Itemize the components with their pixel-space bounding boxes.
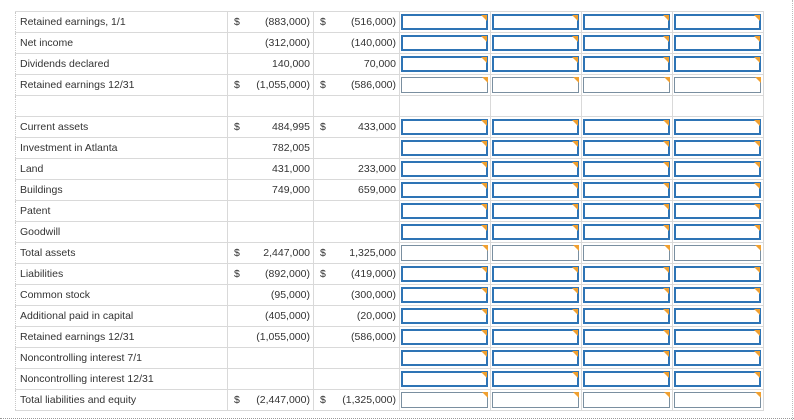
answer-input[interactable] [583,119,670,135]
value-cell: (140,000) [351,37,396,49]
answer-input[interactable] [492,56,579,72]
value-cell: 433,000 [358,121,396,133]
worksheet-table [15,11,764,411]
table-row [16,306,764,327]
currency-symbol: $ [234,121,240,133]
answer-input[interactable] [674,35,761,51]
currency-symbol: $ [234,268,240,280]
answer-input[interactable] [401,77,488,93]
table-row [16,327,764,348]
answer-input[interactable] [583,182,670,198]
answer-input[interactable] [674,287,761,303]
table-row [16,54,764,75]
value-cell: (20,000) [356,310,396,322]
currency-symbol: $ [320,121,326,133]
row-label: Total assets [16,243,228,264]
answer-input[interactable] [674,56,761,72]
answer-input[interactable] [401,392,488,408]
answer-input[interactable] [674,140,761,156]
answer-input[interactable] [492,245,579,261]
row-label: Goodwill [16,222,228,243]
answer-input[interactable] [674,350,761,366]
answer-input[interactable] [492,119,579,135]
table-row [16,75,764,96]
currency-symbol: $ [234,79,240,91]
answer-input[interactable] [674,329,761,345]
row-label: Liabilities [16,264,228,285]
answer-input[interactable] [674,77,761,93]
table-row [16,117,764,138]
value-cell: 2,447,000 [263,247,310,259]
currency-symbol: $ [234,247,240,259]
answer-input[interactable] [492,224,579,240]
answer-input[interactable] [674,182,761,198]
answer-input[interactable] [401,266,488,282]
answer-input[interactable] [492,287,579,303]
answer-input[interactable] [583,266,670,282]
value-cell: (586,000) [351,331,396,343]
answer-input[interactable] [583,77,670,93]
answer-input[interactable] [583,371,670,387]
row-label: Investment in Atlanta [16,138,228,159]
answer-input[interactable] [583,140,670,156]
currency-symbol: $ [320,79,326,91]
value-cell: (1,055,000) [256,79,310,91]
value-cell: (312,000) [265,37,310,49]
answer-input[interactable] [583,224,670,240]
answer-input[interactable] [492,203,579,219]
table-row [16,180,764,201]
row-label: Current assets [16,117,228,138]
answer-input[interactable] [583,287,670,303]
answer-input[interactable] [492,161,579,177]
answer-input[interactable] [492,350,579,366]
value-cell: 70,000 [363,58,396,70]
answer-input[interactable] [583,392,670,408]
value-cell: 782,005 [272,142,310,154]
answer-input[interactable] [401,308,488,324]
answer-input[interactable] [401,203,488,219]
currency-symbol: $ [320,16,326,28]
value-cell: 1,325,000 [349,247,396,259]
answer-input[interactable] [492,371,579,387]
answer-input[interactable] [583,329,670,345]
answer-input[interactable] [401,287,488,303]
row-label: Retained earnings 12/31 [16,75,228,96]
spacer-row [16,96,764,117]
answer-input[interactable] [492,392,579,408]
value-cell: 233,000 [358,163,396,175]
answer-input[interactable] [583,14,670,30]
answer-input[interactable] [401,182,488,198]
row-label: Retained earnings, 1/1 [16,12,228,33]
currency-symbol: $ [234,16,240,28]
value-cell: (419,000) [351,268,396,280]
row-label: Noncontrolling interest 12/31 [16,369,228,390]
currency-symbol: $ [320,247,326,259]
answer-input[interactable] [674,14,761,30]
value-cell: (405,000) [265,310,310,322]
answer-input[interactable] [674,371,761,387]
answer-input[interactable] [401,371,488,387]
row-label: Net income [16,33,228,54]
value-cell: 749,000 [272,184,310,196]
value-cell: (586,000) [351,79,396,91]
answer-input[interactable] [674,203,761,219]
answer-input[interactable] [674,119,761,135]
value-cell: 140,000 [272,58,310,70]
row-label: Additional paid in capital [16,306,228,327]
row-label: Common stock [16,285,228,306]
answer-input[interactable] [492,140,579,156]
table-row [16,264,764,285]
currency-symbol: $ [320,394,326,406]
value-cell: (516,000) [351,16,396,28]
answer-input[interactable] [674,266,761,282]
answer-input[interactable] [674,392,761,408]
row-label: Total liabilities and equity [16,390,228,411]
table-row [16,222,764,243]
value-cell: 431,000 [272,163,310,175]
currency-symbol: $ [320,268,326,280]
row-label: Noncontrolling interest 7/1 [16,348,228,369]
table-row [16,243,764,264]
currency-symbol: $ [234,394,240,406]
answer-input[interactable] [401,56,488,72]
table-row [16,138,764,159]
answer-input[interactable] [583,56,670,72]
answer-input[interactable] [492,329,579,345]
answer-input[interactable] [583,245,670,261]
answer-input[interactable] [583,350,670,366]
table-row [16,201,764,222]
answer-input[interactable] [401,350,488,366]
table-row [16,369,764,390]
row-label: Buildings [16,180,228,201]
table-row [16,12,764,33]
table-row [16,390,764,411]
answer-input[interactable] [492,308,579,324]
answer-input[interactable] [583,203,670,219]
table-row [16,348,764,369]
row-label: Land [16,159,228,180]
answer-input[interactable] [583,161,670,177]
value-cell: (1,055,000) [256,331,310,343]
value-cell: (892,000) [265,268,310,280]
value-cell: 659,000 [358,184,396,196]
table-row [16,33,764,54]
value-cell: (883,000) [265,16,310,28]
answer-input[interactable] [492,35,579,51]
answer-input[interactable] [674,308,761,324]
answer-input[interactable] [583,35,670,51]
table-row [16,285,764,306]
row-label: Patent [16,201,228,222]
answer-input[interactable] [401,119,488,135]
answer-input[interactable] [492,266,579,282]
answer-input[interactable] [401,329,488,345]
value-cell: (95,000) [270,289,310,301]
answer-input[interactable] [401,245,488,261]
value-cell: (1,325,000) [342,394,396,406]
answer-input[interactable] [401,140,488,156]
value-cell: (2,447,000) [256,394,310,406]
row-label: Retained earnings 12/31 [16,327,228,348]
answer-input[interactable] [401,224,488,240]
answer-input[interactable] [492,14,579,30]
answer-input[interactable] [401,35,488,51]
answer-input[interactable] [674,245,761,261]
value-cell: (300,000) [351,289,396,301]
answer-input[interactable] [401,14,488,30]
answer-input[interactable] [674,161,761,177]
table-row [16,159,764,180]
answer-input[interactable] [583,308,670,324]
row-label: Dividends declared [16,54,228,75]
value-cell: 484,995 [272,121,310,133]
answer-input[interactable] [492,182,579,198]
answer-input[interactable] [492,77,579,93]
answer-input[interactable] [674,224,761,240]
answer-input[interactable] [401,161,488,177]
